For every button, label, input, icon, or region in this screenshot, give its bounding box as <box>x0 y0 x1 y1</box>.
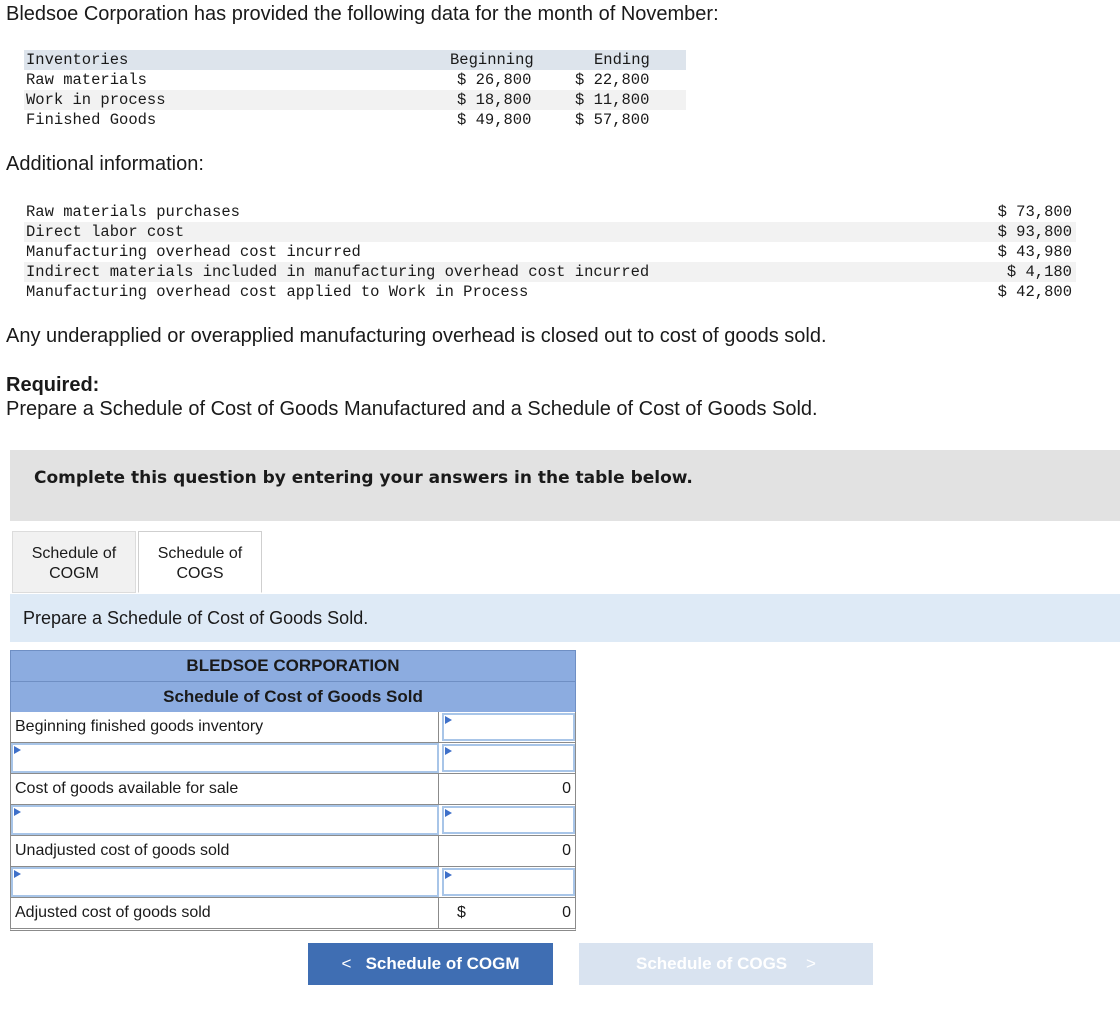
additional-info-label: Indirect materials included in manufacturing overhead cost incurred <box>26 263 650 281</box>
additional-info-row <box>24 282 1076 302</box>
required-text: Prepare a Schedule of Cost of Goods Manufactured and a Schedule of Cost of Goods Sold. <box>6 398 818 420</box>
chevron-left-icon: < <box>341 954 352 973</box>
ending-header: Ending <box>594 51 650 69</box>
table-row <box>10 836 576 867</box>
table-row <box>10 898 576 931</box>
additional-info-heading: Additional information: <box>6 153 204 175</box>
row-label: Adjusted cost of goods sold <box>11 898 439 928</box>
additional-info-label: Manufacturing overhead cost applied to Work in Process <box>26 283 529 301</box>
additional-info-row <box>24 202 1076 222</box>
table-row <box>10 743 576 774</box>
additional-info-table <box>24 202 1076 302</box>
schedule-title: Schedule of Cost of Goods Sold <box>10 681 576 712</box>
add-item-amount-input[interactable] <box>442 744 575 772</box>
goods-available-value: 0 <box>562 780 571 797</box>
inventory-ending: $ 22,800 <box>575 71 650 89</box>
required-heading: Required: <box>6 374 100 396</box>
inventory-ending: $ 11,800 <box>575 91 650 109</box>
dropdown-marker-icon <box>14 808 21 816</box>
tab-schedule-of-cogm[interactable] <box>12 531 136 593</box>
inventory-beginning: $ 49,800 <box>457 111 532 129</box>
row-value-cell <box>440 805 575 835</box>
banner-text: Complete this question by entering your answers in the table below. <box>34 468 693 488</box>
row-label: Cost of goods available for sale <box>11 774 439 804</box>
overhead-note: Any underapplied or overapplied manufacturing overhead is closed out to cost of goods sold. <box>6 325 827 347</box>
tab-instruction: Prepare a Schedule of Cost of Goods Sold. <box>23 608 369 628</box>
inventory-label: Finished Goods <box>26 111 157 129</box>
table-row <box>10 867 576 898</box>
inventory-label: Raw materials <box>26 71 147 89</box>
dropdown-marker-icon <box>445 716 452 724</box>
cogs-schedule-table <box>10 650 576 931</box>
additional-info-value: $ 73,800 <box>997 203 1072 221</box>
tab-line2: COGS <box>176 565 224 582</box>
additional-info-label: Manufacturing overhead cost incurred <box>26 243 361 261</box>
table-row <box>10 805 576 836</box>
inventory-beginning: $ 26,800 <box>457 71 532 89</box>
row-label-cell <box>11 805 439 835</box>
row-value-cell <box>440 712 575 742</box>
additional-info-row <box>24 262 1076 282</box>
currency-symbol: $ <box>457 904 466 921</box>
table-row <box>10 712 576 743</box>
adjusted-cogs-value: 0 <box>562 904 571 921</box>
row-label-cell <box>11 743 439 773</box>
additional-info-value: $ 93,800 <box>997 223 1072 241</box>
additional-info-value: $ 42,800 <box>997 283 1072 301</box>
inventory-label: Work in process <box>26 91 166 109</box>
inventory-row <box>24 70 686 90</box>
row-label: Beginning finished goods inventory <box>11 712 439 742</box>
additional-info-value: $ 43,980 <box>997 243 1072 261</box>
tab-schedule-of-cogs[interactable] <box>138 531 262 593</box>
instruction-banner <box>10 450 1120 521</box>
beginning-inventory-input[interactable] <box>442 713 575 741</box>
additional-info-value: $ 4,180 <box>1006 263 1072 281</box>
dropdown-marker-icon <box>445 809 452 817</box>
dropdown-marker-icon <box>14 746 21 754</box>
next-button-label: Schedule of COGS <box>636 954 788 973</box>
problem-intro: Bledsoe Corporation has provided the following data for the month of November: <box>6 3 719 25</box>
additional-info-row <box>24 242 1076 262</box>
row-label-cell <box>11 867 439 897</box>
row-label: Unadjusted cost of goods sold <box>11 836 439 866</box>
next-schedule-of-cogs-button[interactable] <box>579 943 873 985</box>
adjusted-cogs-value-cell <box>440 898 575 928</box>
tab-line1: Schedule of <box>31 545 117 562</box>
less-item-label-input[interactable] <box>11 805 439 835</box>
prev-button-label: Schedule of COGM <box>365 954 520 973</box>
row-value-cell <box>440 743 575 773</box>
prev-schedule-of-cogm-button[interactable] <box>308 943 553 985</box>
company-name: BLEDSOE CORPORATION <box>10 650 576 681</box>
inventory-row <box>24 90 686 110</box>
inventory-row <box>24 110 686 130</box>
unadjusted-cogs-value: 0 <box>562 842 571 859</box>
additional-info-row <box>24 222 1076 242</box>
tab-line2: COGM <box>49 565 99 582</box>
additional-info-label: Raw materials purchases <box>26 203 240 221</box>
dropdown-marker-icon <box>445 871 452 879</box>
inventories-table <box>24 50 686 130</box>
less-item-amount-input[interactable] <box>442 806 575 834</box>
additional-info-label: Direct labor cost <box>26 223 185 241</box>
adjustment-amount-input[interactable] <box>442 868 575 896</box>
inventories-header-row <box>24 50 686 70</box>
inventories-header-label: Inventories <box>26 51 129 69</box>
row-value-cell <box>440 867 575 897</box>
tab-line1: Schedule of <box>157 545 243 562</box>
tab-instruction-bar <box>10 594 1120 642</box>
beginning-header: Beginning <box>450 51 534 69</box>
inventory-ending: $ 57,800 <box>575 111 650 129</box>
dropdown-marker-icon <box>14 870 21 878</box>
table-row <box>10 774 576 805</box>
adjustment-label-input[interactable] <box>11 867 439 897</box>
inventory-beginning: $ 18,800 <box>457 91 532 109</box>
chevron-right-icon: > <box>806 954 816 973</box>
dropdown-marker-icon <box>445 747 452 755</box>
add-item-label-input[interactable] <box>11 743 439 773</box>
